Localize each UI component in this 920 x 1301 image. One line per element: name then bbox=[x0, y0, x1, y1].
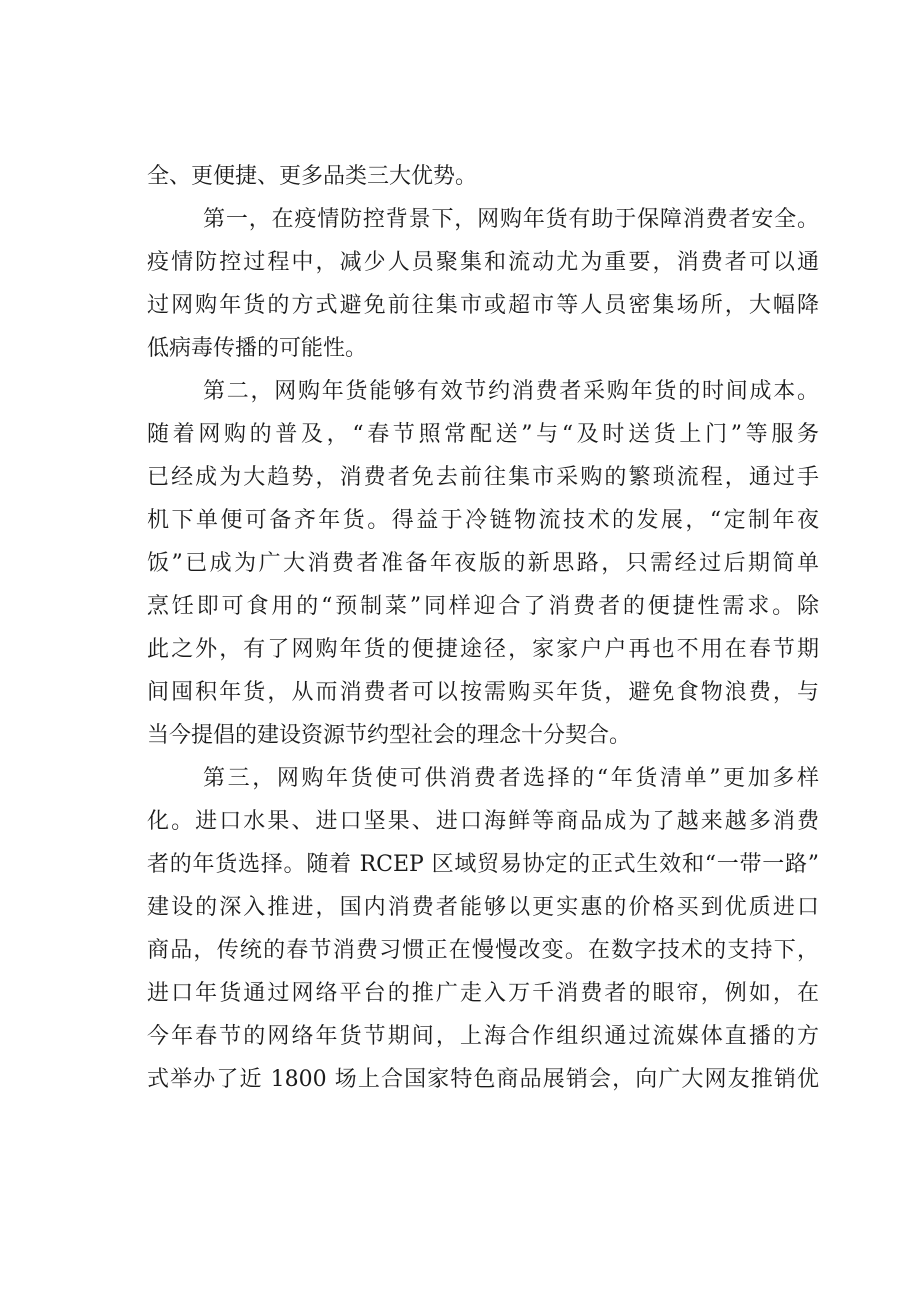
text-line: 第一，在疫情防控背景下，网购年货有助于保障消费者安全。 bbox=[203, 207, 819, 232]
paragraph bbox=[147, 155, 819, 198]
text-line: 当今提倡的建设资源节约型社会的理念十分契合。 bbox=[147, 723, 632, 748]
text-line: 饭”已成为广大消费者准备年夜版的新思路，只需经过后期简单 bbox=[147, 551, 819, 576]
text-line: 今年春节的网络年货节期间，上海合作组织通过流媒体直播的方 bbox=[147, 1024, 819, 1049]
text-line: 间囤积年货，从而消费者可以按需购买年货，避免食物浪费，与 bbox=[147, 680, 819, 705]
text-line: 此之外，有了网购年货的便捷途径，家家户户再也不用在春节期 bbox=[147, 637, 819, 662]
text-line: 烹饪即可食用的“预制菜”同样迎合了消费者的便捷性需求。除 bbox=[147, 594, 819, 619]
text-line: 第二，网购年货能够有效节约消费者采购年货的时间成本。 bbox=[203, 379, 819, 404]
text-line: 化。进口水果、进口坚果、进口海鲜等商品成为了越来越多消费 bbox=[147, 809, 819, 834]
text-line: 建设的深入推进，国内消费者能够以更实惠的价格买到优质进口 bbox=[147, 895, 819, 920]
paragraph bbox=[147, 370, 819, 757]
body-text bbox=[147, 155, 819, 1101]
text-line: 第三，网购年货使可供消费者选择的“年货清单”更加多样 bbox=[203, 766, 819, 791]
text-line: 者的年货选择。随着 RCEP 区域贸易协定的正式生效和“一带一路” bbox=[147, 852, 819, 877]
text-line: 已经成为大趋势，消费者免去前往集市采购的繁琐流程，通过手 bbox=[147, 465, 819, 490]
text-line: 式举办了近 1800 场上合国家特色商品展销会，向广大网友推销优 bbox=[147, 1067, 819, 1092]
paragraph bbox=[147, 757, 819, 1101]
text-line: 全、更便捷、更多品类三大优势。 bbox=[147, 164, 478, 189]
text-line: 进口年货通过网络平台的推广走入万千消费者的眼帘，例如，在 bbox=[147, 981, 819, 1006]
text-line: 随着网购的普及，“春节照常配送”与“及时送货上门”等服务 bbox=[147, 422, 819, 447]
text-line: 疫情防控过程中，减少人员聚集和流动尤为重要，消费者可以通 bbox=[147, 250, 819, 275]
text-line: 机下单便可备齐年货。得益于冷链物流技术的发展，“定制年夜 bbox=[147, 508, 819, 533]
text-line: 过网购年货的方式避免前往集市或超市等人员密集场所，大幅降 bbox=[147, 293, 819, 318]
text-line: 低病毒传播的可能性。 bbox=[147, 336, 368, 361]
paragraph bbox=[147, 198, 819, 370]
text-line: 商品，传统的春节消费习惯正在慢慢改变。在数字技术的支持下， bbox=[147, 938, 819, 963]
